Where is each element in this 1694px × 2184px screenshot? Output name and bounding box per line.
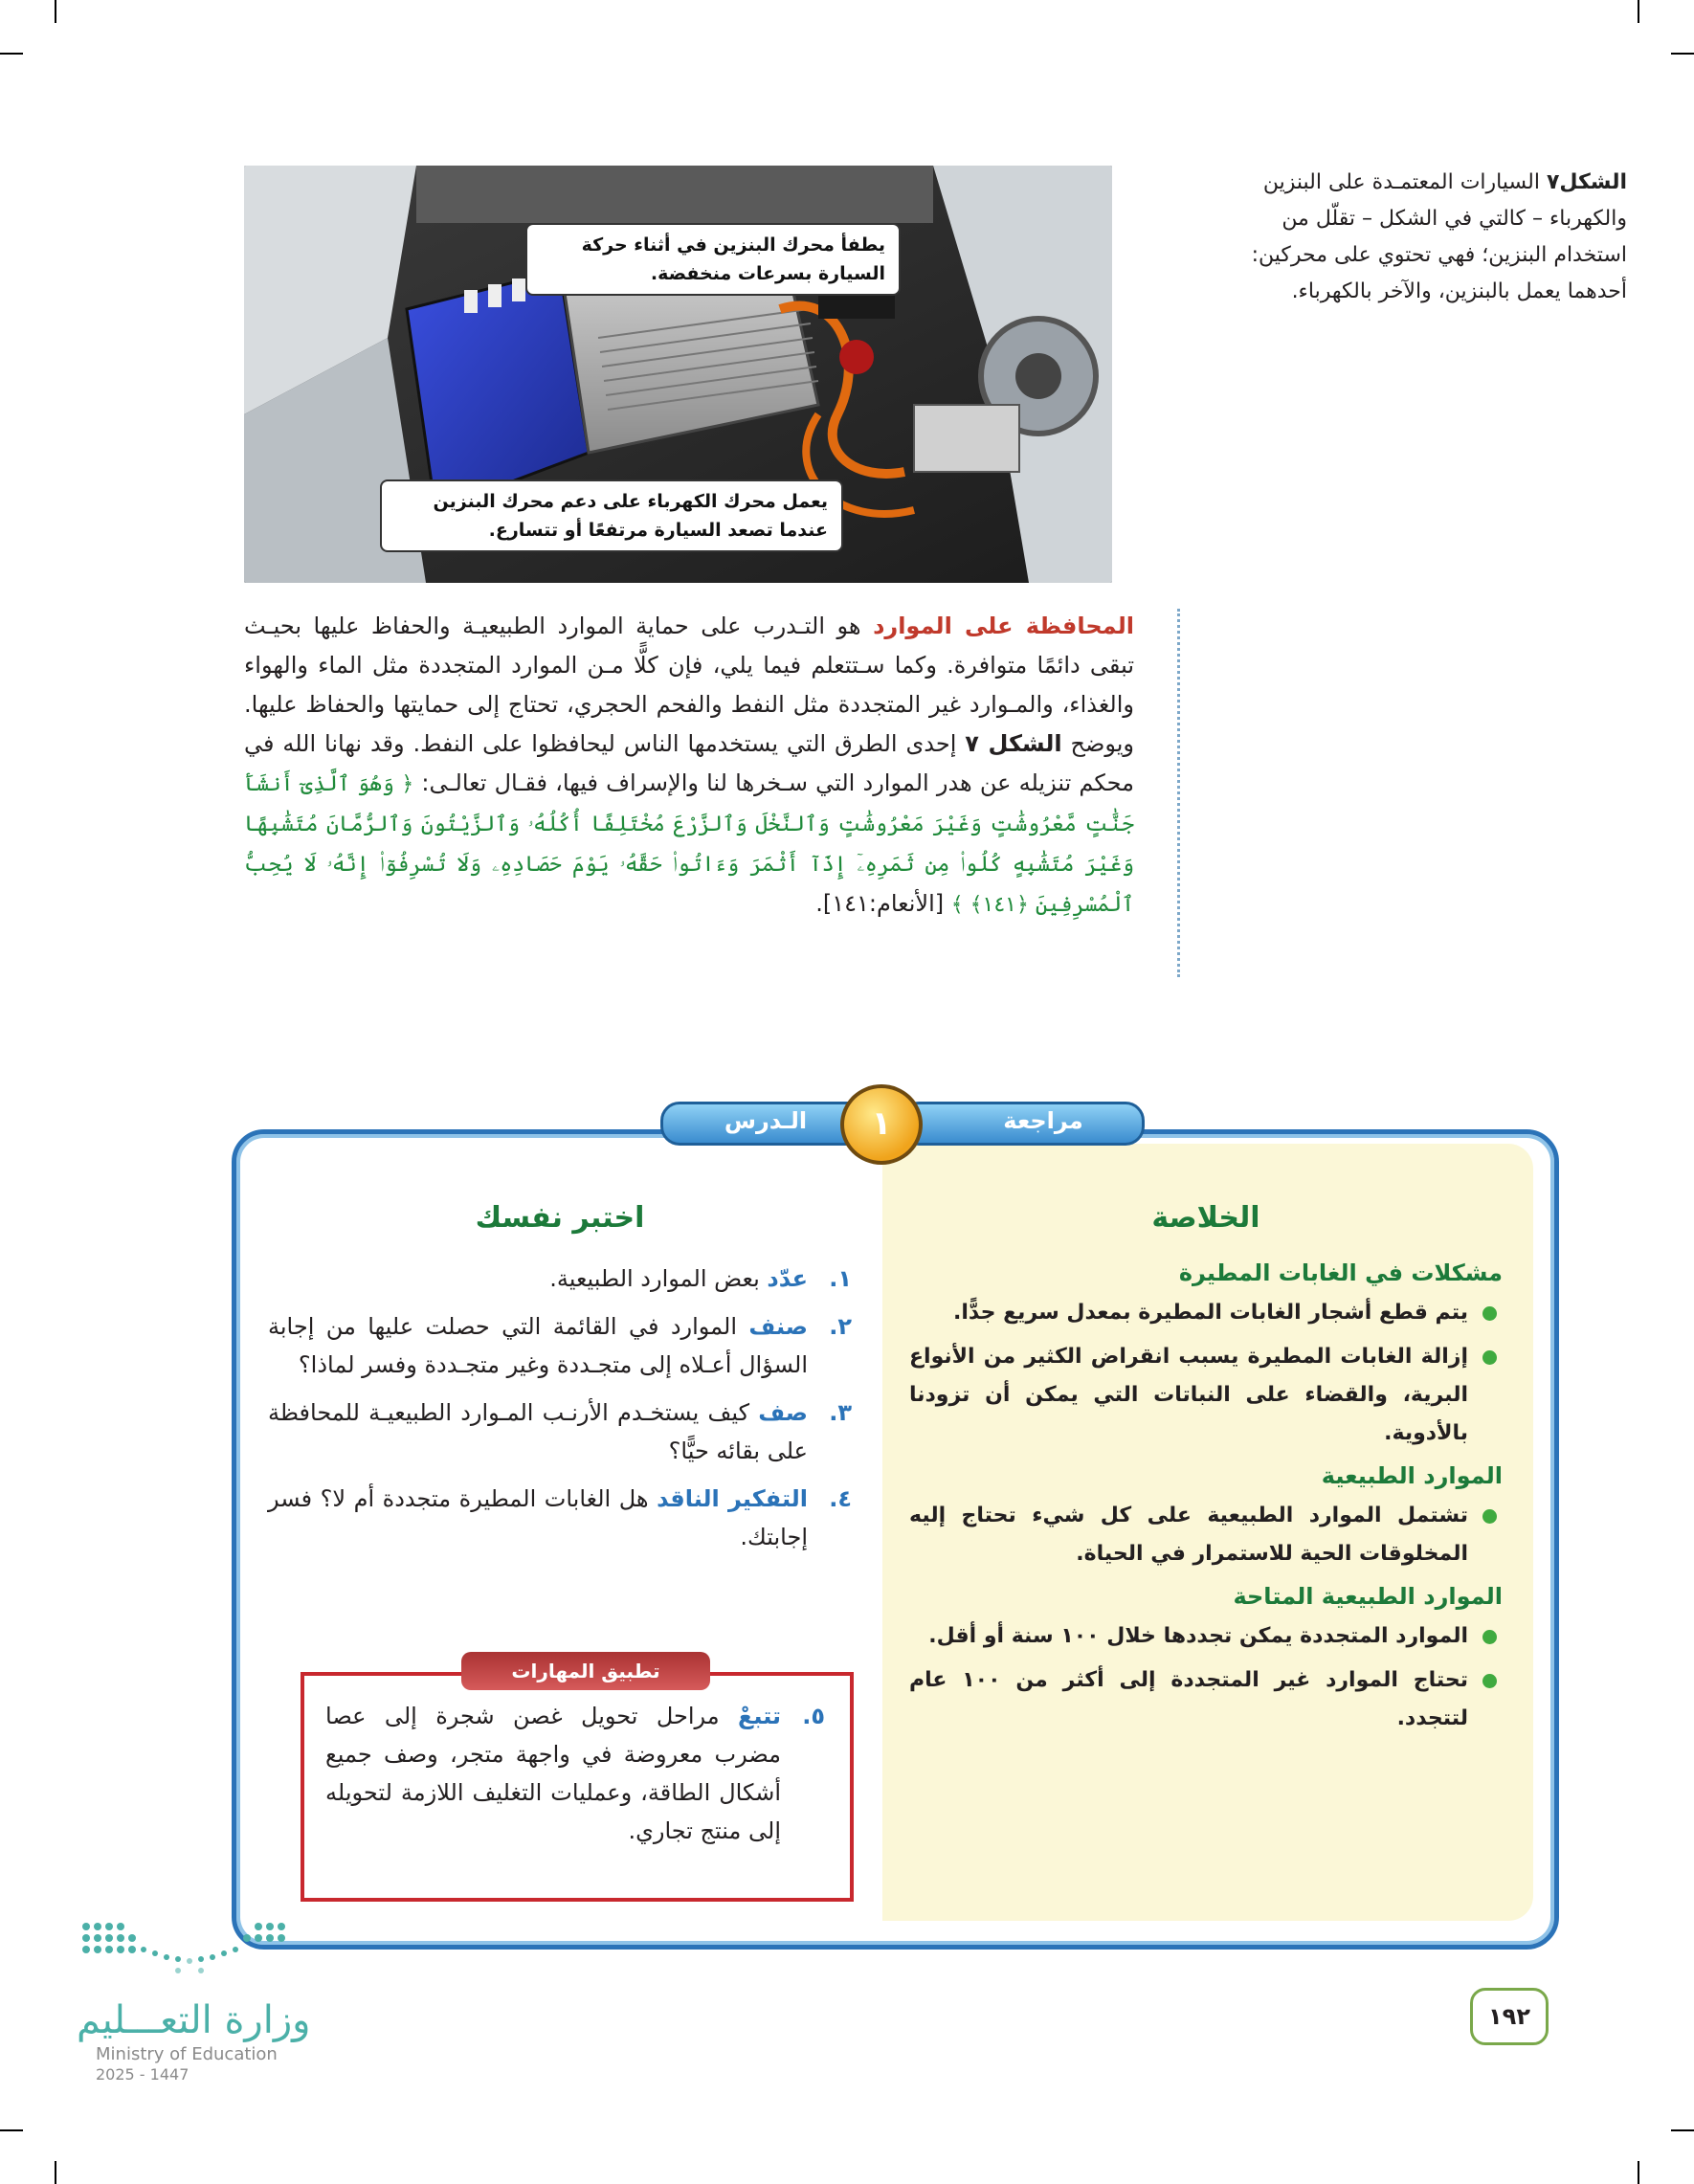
question-number: ١. bbox=[829, 1265, 852, 1292]
page-number: ١٩٢ bbox=[1470, 1988, 1549, 2045]
crop-mark bbox=[1671, 2129, 1694, 2131]
question-text: كيف يستخـدم الأرنـب المـوارد الطبيعيـة للمحافظة على بقائه حيًّا؟ bbox=[268, 1399, 808, 1464]
bullet-icon bbox=[1482, 1306, 1497, 1321]
question-verb: عدّد bbox=[767, 1265, 808, 1292]
section-heading: الموارد الطبيعية المتاحة bbox=[1233, 1583, 1503, 1610]
skills-question-list bbox=[304, 1676, 850, 1850]
list-item-text: إزالة الغابات المطيرة يسبب انقراض الكثير من الأنواع البرية، والقضاء على النباتات التي يمكن أن تزودنا بالأدوية. bbox=[909, 1345, 1468, 1445]
question-text: الموارد في القائمة التي حصلت عليها من إجابة السؤال أعـلاه إلى متجـددة وغير متجـددة وفسر لماذا؟ bbox=[268, 1313, 808, 1378]
question-verb: تتبعْ bbox=[738, 1703, 781, 1729]
paragraph-text-2: إحدى الطرق التي يستخدمها الناس ليحافظوا على النفط. وقد نهانا الله في محكم تنزيله عن هدر الموارد التي سـخرها لنا والإسراف فيها، فقـال تعالـى: bbox=[244, 730, 1134, 796]
crop-mark bbox=[1638, 2161, 1639, 2184]
question-item bbox=[268, 1259, 852, 1298]
question-item bbox=[268, 1480, 852, 1556]
bullet-list bbox=[909, 1294, 1503, 1453]
ministry-name-english: Ministry of Education bbox=[96, 2044, 278, 2064]
bullet-icon bbox=[1482, 1509, 1497, 1524]
question-number: ٥. bbox=[802, 1703, 825, 1729]
summary-title: الخلاصة bbox=[1151, 1201, 1260, 1235]
hybrid-engine-photo bbox=[244, 166, 1112, 583]
bullet-icon bbox=[1482, 1350, 1497, 1365]
crop-mark bbox=[55, 0, 56, 23]
list-item-text: تحتاج الموارد غير المتجددة إلى أكثر من ١٠٠ عام لتتجدد. bbox=[909, 1668, 1468, 1730]
verse-citation: [الأنعام:١٤١]. bbox=[815, 890, 945, 917]
question-number: ٢. bbox=[829, 1313, 852, 1340]
skills-application-box bbox=[301, 1672, 854, 1902]
crop-mark bbox=[55, 2161, 56, 2184]
summary-column bbox=[909, 1201, 1503, 1744]
question-text: بعض الموارد الطبيعية. bbox=[549, 1265, 768, 1292]
edition-year: 2025 - 1447 bbox=[96, 2065, 189, 2084]
list-item bbox=[909, 1661, 1503, 1738]
section-heading: مشكلات في الغابات المطيرة bbox=[1178, 1259, 1503, 1286]
question-text: هل الغابات المطيرة متجددة أم لا؟ فسر إجابتك. bbox=[268, 1485, 808, 1550]
bullet-icon bbox=[1482, 1674, 1497, 1688]
callout-electric-motor: يعمل محرك الكهرباء على دعم محرك البنزين عندما تصعد السيارة مرتفعًا أو تتسارع. bbox=[380, 479, 843, 552]
question-number: ٣. bbox=[829, 1399, 852, 1426]
banner-review-label: مراجعة bbox=[1003, 1107, 1083, 1134]
test-yourself-title: اختبر نفسك bbox=[475, 1201, 645, 1235]
bullet-list bbox=[909, 1617, 1503, 1738]
key-term: المحافظة على الموارد bbox=[873, 613, 1134, 639]
crop-mark bbox=[0, 2129, 23, 2131]
paragraph-text: هو التـدرب على حماية الموارد الطبيعيـة والحفاظ عليها بحيـث تبقى دائمًا متوافرة. وكما سـتتعلم فيما يلي، فإن كلًّا مـن الموارد المتجددة مثل الماء والهواء والغذاء، والمـوارد غير المتجددة مثل النفط والفحم الحجري، تحتاج إلى حمايتها والحفاظ عليها. ويوضح bbox=[244, 613, 1135, 757]
figure-caption bbox=[1225, 165, 1627, 310]
question-text: مراحل تحويل غصن شجرة إلى عصا مضرب معروضة في واجهة متجر، وصف جميع أشكال الطاقة، وعمليات التغليف اللازمة لتحويله إلى منتج تجاري. bbox=[325, 1703, 781, 1844]
list-item bbox=[909, 1617, 1503, 1656]
review-banner bbox=[660, 1084, 1139, 1153]
crop-mark bbox=[1638, 0, 1639, 23]
question-verb: صنف bbox=[748, 1313, 808, 1340]
callout-gas-engine: يطفأ محرك البنزين في أثناء حركة السيارة بسرعات منخفضة. bbox=[525, 223, 901, 296]
question-item bbox=[325, 1697, 825, 1850]
question-item bbox=[268, 1307, 852, 1384]
list-item-text: الموارد المتجددة يمكن تجددها خلال ١٠٠ سنة أو أقل. bbox=[928, 1624, 1468, 1648]
test-yourself-column bbox=[268, 1201, 852, 1566]
body-paragraph bbox=[244, 607, 1134, 925]
bullet-icon bbox=[1482, 1630, 1497, 1644]
figure-reference: الشكل ٧ bbox=[965, 730, 1062, 757]
banner-lesson-label: الـدرس bbox=[724, 1107, 808, 1134]
bullet-list bbox=[909, 1497, 1503, 1573]
list-item bbox=[909, 1497, 1503, 1573]
ministry-name-arabic: وزارة التعـــليم bbox=[77, 1998, 311, 2042]
lesson-number-badge: ١ bbox=[840, 1084, 923, 1165]
question-verb: صف bbox=[758, 1399, 808, 1426]
crop-mark bbox=[0, 53, 23, 55]
list-item-text: تشتمل الموارد الطبيعية على كل شيء تحتاج إليه المخلوقات الحية للاستمرار في الحياة. bbox=[909, 1504, 1468, 1566]
list-item bbox=[909, 1338, 1503, 1453]
crop-mark bbox=[1671, 53, 1694, 55]
quran-verse: ﴿ وَهُوَ ٱلَّذِىٓ أَنشَأَ جَنَّٰتٍ مَّعْرُوشَٰتٍ وَغَيْرَ مَعْرُوشَٰتٍ وَٱلنَّخْلَ وَٱلزَّرْعَ مُخْتَلِفًا أُكُلُهُۥ وَٱلزَّيْتُونَ وَٱلرُّمَّانَ مُتَشَٰبِهًا وَغَيْرَ مُتَشَٰبِهٍ كُلُوا۟ مِن ثَمَرِهِۦٓ إِذَآ أَثْمَرَ وَءَاتُوا۟ حَقَّهُۥ يَوْمَ حَصَادِهِۦ وَلَا تُسْرِفُوٓا۟ إِنَّهُۥ لَا يُحِبُّ ٱلْمُسْرِفِينَ ﴿١٤١﴾ ﴾ bbox=[244, 772, 1134, 917]
list-item-text: يتم قطع أشجار الغابات المطيرة بمعدل سريع جدًّا. bbox=[953, 1301, 1468, 1325]
question-number: ٤. bbox=[829, 1485, 852, 1512]
figure-label: الشكل٧ bbox=[1546, 170, 1627, 194]
section-heading: الموارد الطبيعية bbox=[1321, 1462, 1503, 1489]
figure-caption-text: السيارات المعتمـدة على البنزين والكهرباء – كالتي في الشكل – تقلّل من استخدام البنزين؛ فهي تحتوي على محركين: أحدهما يعمل بالبنزين، والآخر بالكهرباء. bbox=[1251, 170, 1627, 303]
list-item bbox=[909, 1294, 1503, 1332]
question-verb: التفكير الناقد bbox=[657, 1485, 808, 1512]
question-list bbox=[268, 1259, 852, 1556]
logo-dots-icon bbox=[67, 1917, 316, 1994]
margin-dotted-line bbox=[1177, 609, 1180, 977]
question-item bbox=[268, 1393, 852, 1470]
skills-tag: تطبيق المهارات bbox=[461, 1652, 710, 1690]
